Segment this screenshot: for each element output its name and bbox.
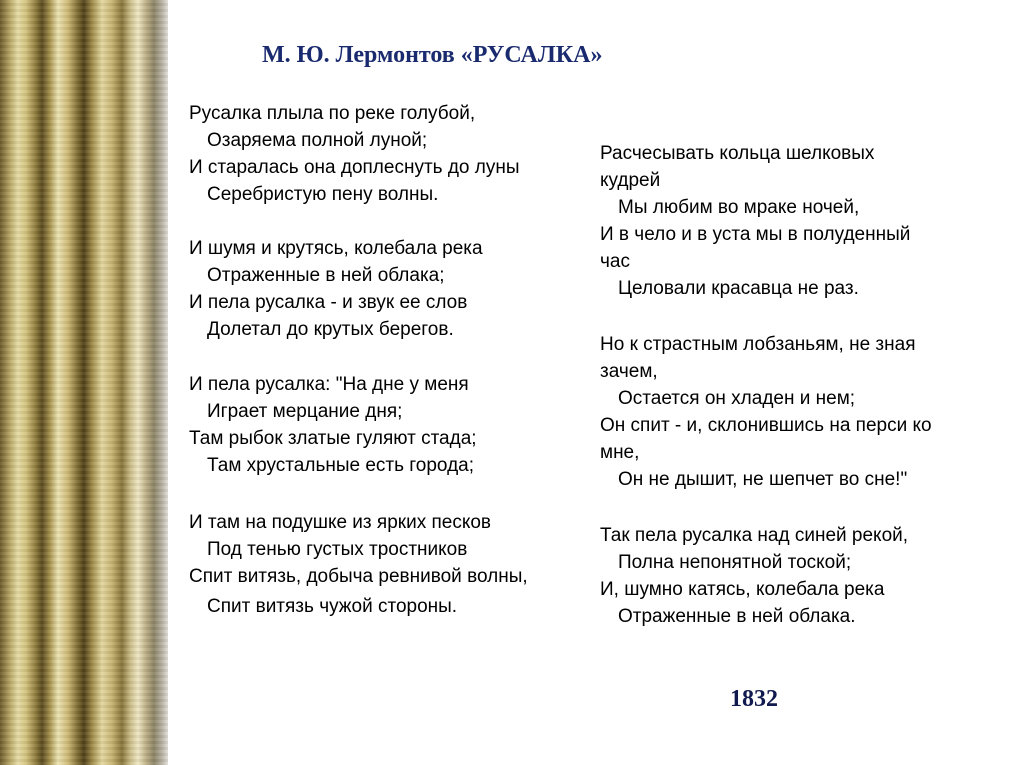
poem-line: час <box>600 251 630 272</box>
poem-line: Отраженные в ней облака; <box>207 265 445 286</box>
poem-line: И в чело и в уста мы в полуденный <box>600 224 911 245</box>
poem-line: Он спит - и, склонившись на перси ко <box>600 415 932 436</box>
poem-year: 1832 <box>730 686 778 712</box>
poem-line: Русалка плыла по реке голубой, <box>189 103 476 124</box>
stanza-2 <box>189 235 483 343</box>
poem-line: Но к страстным лобзаньям, не зная <box>600 334 916 355</box>
poem-line: И пела русалка - и звук ее слов <box>189 292 468 313</box>
stanza-7 <box>600 522 908 630</box>
poem-line: Полна непонятной тоской; <box>618 552 852 573</box>
poem-line: Он не дышит, не шепчет во сне!" <box>618 469 908 490</box>
gold-curtain-decoration <box>0 0 168 765</box>
poem-line: Там рыбок златые гуляют стада; <box>189 428 477 449</box>
poem-line: Остается он хладен и нем; <box>618 388 856 409</box>
poem-line: Играет мерцание дня; <box>207 401 403 422</box>
poem-line: Расчесывать кольца шелковых <box>600 143 875 164</box>
poem-line: И, шумно катясь, колебала река <box>600 579 885 600</box>
poem-line: Спит витязь чужой стороны. <box>207 596 458 617</box>
stanza-6 <box>600 331 932 493</box>
poem-line: И там на подушке из ярких песков <box>189 512 492 533</box>
poem-line: Отраженные в ней облака. <box>618 606 856 627</box>
poem-line: Спит витязь, добыча ревнивой волны, <box>189 566 528 587</box>
poem-line: Серебристую пену волны. <box>207 184 439 205</box>
stanza-3 <box>189 371 477 479</box>
stanza-5 <box>600 140 910 302</box>
poem-line: кудрей <box>600 170 661 191</box>
poem-line: Там хрустальные есть города; <box>207 455 475 476</box>
poem-line: мне, <box>600 442 640 463</box>
poem-title: М. Ю. Лермонтов «РУСАЛКА» <box>262 42 603 68</box>
poem-line: Озаряема полной луной; <box>207 130 428 151</box>
poem-line: И старалась она доплеснуть до луны <box>189 157 520 178</box>
poem-line: Мы любим во мраке ночей, <box>618 197 860 218</box>
poem-line: Под тенью густых тростников <box>207 539 468 560</box>
poem-line: зачем, <box>600 361 658 382</box>
poem-line: Так пела русалка над синей рекой, <box>600 525 909 546</box>
stanza-1 <box>189 100 520 208</box>
stanza-4 <box>189 509 528 620</box>
poem-line: Долетал до крутых берегов. <box>207 319 454 340</box>
poem-line: И пела русалка: "На дне у меня <box>189 374 469 395</box>
poem-line: Целовали красавца не раз. <box>618 278 859 299</box>
poem-line: И шумя и крутясь, колебала река <box>189 238 483 259</box>
